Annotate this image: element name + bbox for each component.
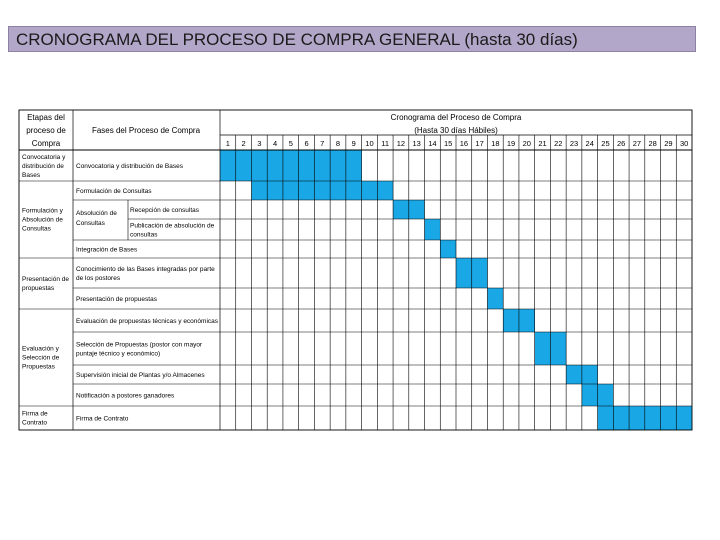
header-stage-label: Etapas del [27, 113, 65, 122]
schedule-bar-cell [519, 309, 535, 332]
day-number: 7 [320, 139, 325, 148]
day-number: 22 [554, 139, 563, 148]
stage-label: distribución de [22, 163, 64, 170]
schedule-bar-cell [346, 150, 362, 181]
schedule-bar-cell [629, 406, 645, 430]
header-stage-label: proceso de [26, 126, 66, 135]
absolucion-label: Absolución de [76, 210, 117, 217]
phase-label: Recepción de consultas [130, 207, 200, 214]
schedule-bar-cell [377, 181, 393, 200]
header-stage-label: Compra [31, 139, 61, 148]
phase-label: consultas [130, 231, 158, 239]
day-number: 11 [381, 139, 390, 148]
phase-label: Selección de Propuestas (postor con mayor [76, 341, 203, 349]
phase-label: Firma de Contrato [76, 415, 129, 423]
schedule-bar-cell [409, 200, 425, 219]
schedule-bar-cell [582, 384, 598, 406]
stage-label: propuestas [22, 285, 55, 292]
phase-label: Supervisión inicial de Plantas y/o Almacenes [76, 372, 205, 379]
day-number: 16 [459, 139, 469, 148]
schedule-bar-cell [267, 150, 283, 181]
schedule-bar-cell [330, 150, 346, 181]
schedule-bar-cell [251, 150, 267, 181]
schedule-bar-cell [598, 406, 614, 430]
phase-label: Convocatoria y distribución de Bases [76, 163, 183, 170]
schedule-bar-cell [535, 332, 551, 365]
phase-label: de los postores [76, 275, 121, 282]
schedule-bar-cell [440, 240, 456, 258]
schedule-bar-cell [566, 365, 582, 384]
schedule-bar-cell [598, 384, 614, 406]
day-number: 18 [491, 139, 500, 148]
page-title: CRONOGRAMA DEL PROCESO DE COMPRA GENERAL (hasta 30 días) [16, 30, 578, 49]
schedule-bar-cell [220, 150, 236, 181]
day-number: 17 [475, 139, 484, 148]
schedule-bar-cell [503, 309, 519, 332]
schedule-bar-cell [314, 181, 330, 200]
day-number: 15 [443, 139, 453, 148]
day-number: 2 [241, 139, 246, 148]
schedule-bar-cell [362, 181, 378, 200]
schedule-bar-cell [425, 219, 441, 240]
stage-label: Bases [22, 172, 41, 179]
schedule-bar-cell [645, 406, 661, 430]
schedule-bar-cell [314, 150, 330, 181]
schedule-bar-cell [676, 406, 692, 430]
schedule-bar-cell [472, 258, 488, 288]
day-number: 20 [522, 139, 531, 148]
stage-label: Propuestas [22, 363, 55, 371]
day-number: 21 [538, 139, 547, 148]
day-number: 29 [664, 139, 673, 148]
stage-label: Selección de [22, 354, 60, 362]
stage-label: Presentación de [22, 276, 69, 283]
day-number: 27 [632, 139, 642, 148]
day-number: 19 [506, 139, 516, 148]
phase-label: Evaluación de propuestas técnicas y económicas [76, 318, 218, 325]
day-number: 12 [396, 139, 406, 148]
schedule-bar-cell [456, 258, 472, 288]
day-number: 3 [257, 139, 262, 148]
schedule-bar-cell [236, 150, 252, 181]
header-schedule-subtitle: (Hasta 30 días Hábiles) [414, 126, 498, 135]
stage-label: Firma de [22, 410, 48, 418]
schedule-bar-cell [661, 406, 677, 430]
stage-label: Absolución de [22, 216, 63, 224]
day-number: 13 [412, 139, 421, 148]
schedule-bar-cell [330, 181, 346, 200]
phase-label: Conocimiento de las Bases integradas por parte [76, 266, 215, 273]
phase-label: Presentación de propuestas [76, 296, 157, 303]
absolucion-label: Consultas [76, 220, 105, 227]
header-schedule-title: Cronograma del Proceso de Compra [390, 113, 522, 122]
stage-label: Formulación y [22, 207, 63, 215]
stage-label: Consultas [22, 225, 51, 233]
day-number: 10 [365, 139, 374, 148]
day-number: 14 [428, 139, 437, 148]
phase-label: Publicación de absolución de [130, 222, 215, 230]
header-phase-label: Fases del Proceso de Compra [91, 126, 201, 135]
stage-label: Contrato [22, 419, 47, 427]
schedule-bar-cell [251, 181, 267, 200]
day-number: 25 [601, 139, 610, 148]
phase-label: puntaje técnico y económico) [76, 350, 161, 358]
schedule-bar-cell [283, 181, 299, 200]
phase-label: Integración de Bases [76, 246, 138, 254]
schedule-bar-cell [299, 181, 315, 200]
day-number: 23 [569, 139, 579, 148]
day-number: 1 [225, 139, 230, 148]
day-number: 6 [304, 139, 309, 148]
day-number: 28 [648, 139, 657, 148]
schedule-bar-cell [613, 406, 629, 430]
day-number: 4 [272, 139, 278, 148]
phase-label: Notificación a postores ganadores [76, 392, 175, 400]
stage-label: Evaluación y [22, 345, 59, 353]
phase-label: Formulación de Consultas [76, 188, 152, 195]
schedule-bar-cell [346, 181, 362, 200]
schedule-bar-cell [299, 150, 315, 181]
day-number: 24 [585, 139, 594, 148]
day-number: 26 [617, 139, 626, 148]
schedule-bar-cell [582, 365, 598, 384]
day-number: 30 [679, 139, 689, 148]
day-number: 9 [351, 139, 356, 148]
day-number: 5 [288, 139, 293, 148]
schedule-bar-cell [267, 181, 283, 200]
day-number: 8 [335, 139, 341, 148]
schedule-bar-cell [550, 332, 566, 365]
schedule-bar-cell [393, 200, 409, 219]
schedule-bar-cell [283, 150, 299, 181]
stage-label: Convocatoria y [22, 154, 66, 161]
schedule-bar-cell [487, 288, 503, 309]
